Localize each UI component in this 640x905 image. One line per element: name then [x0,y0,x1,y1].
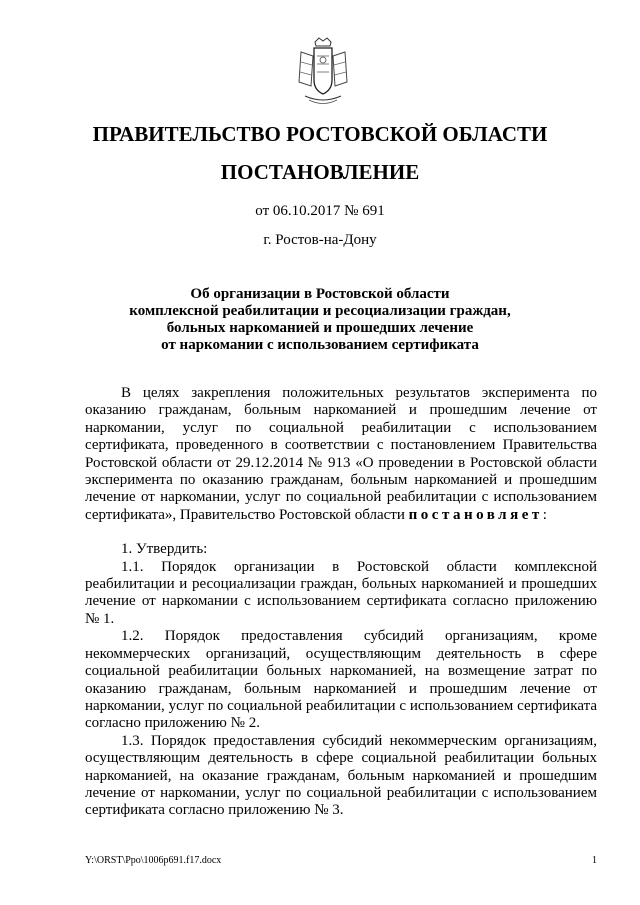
title-line: от наркомании с использованием сертификата [161,337,479,353]
document-body [85,385,597,820]
footer-file-path: Y:\ORST\Ppo\1006p691.f17.docx [85,855,222,866]
organization-name: ПРАВИТЕЛЬСТВО РОСТОВСКОЙ ОБЛАСТИ [92,122,548,146]
resolves-colon: : [542,506,547,523]
footer-page-number: 1 [592,855,597,866]
title-line: Об организации в Ростовской области [190,286,450,302]
document-type: ПОСТАНОВЛЕНИЕ [220,160,420,184]
item-1-1: 1.1. Порядок организации в Ростовской области комплексной реабилитации и ресоциализации граждан, больных наркоманией и прошедших лечение от наркомании с использованием сертификата согласно приложению № 1. [85,558,597,627]
document-city: г. Ростов-на-Дону [263,232,377,248]
item-1-3: 1.3. Порядок предоставления субсидий некоммерческим организациям, осуществляющим деятельность в сфере социальной реабилитации больных наркоманией, на оказание гражданам, больным наркоманией и прошедшим лечение от наркомании, услуг по социальной реабилитации с использованием сертификата согласно приложению № 3. [85,732,597,819]
title-line: комплексной реабилитации и ресоциализации граждан, [129,303,511,319]
coat-of-arms-icon [295,36,351,108]
document-title [60,286,580,354]
preamble-text: В целях закрепления положительных результатов эксперимента по оказанию гражданам, больным наркоманией и прошедшим лечение от наркомании, услуг по социальной реабилитации с использованием сертификата, проведенного в соответствии с постановлением Правительства Ростовской области от 29.12.2014 № 913 «О проведении в Ростовской области эксперимента по оказанию гражданам, больным наркоманией и прошедшим лечение от наркомании, услуг по социальной реабилитации с использованием сертификата», Правительство Ростовской области [85,385,597,523]
item-1: 1. Утвердить: [121,541,208,558]
document-date-number: от 06.10.2017 № 691 [255,203,385,219]
resolves-word: постановляет [408,506,543,523]
preamble-paragraph [85,385,597,524]
item-1-2: 1.2. Порядок предоставления субсидий организациям, кроме некоммерческих организаций, осуществляющим деятельность в сфере социальной реабилитации больных наркоманией, на возмещение затрат по оказанию гражданам, больным наркоманией и прошедшим лечение от наркомании, услуг по социальной реабилитации с использованием сертификата согласно приложению № 2. [85,628,597,732]
title-line: больных наркоманией и прошедших лечение [166,320,474,336]
